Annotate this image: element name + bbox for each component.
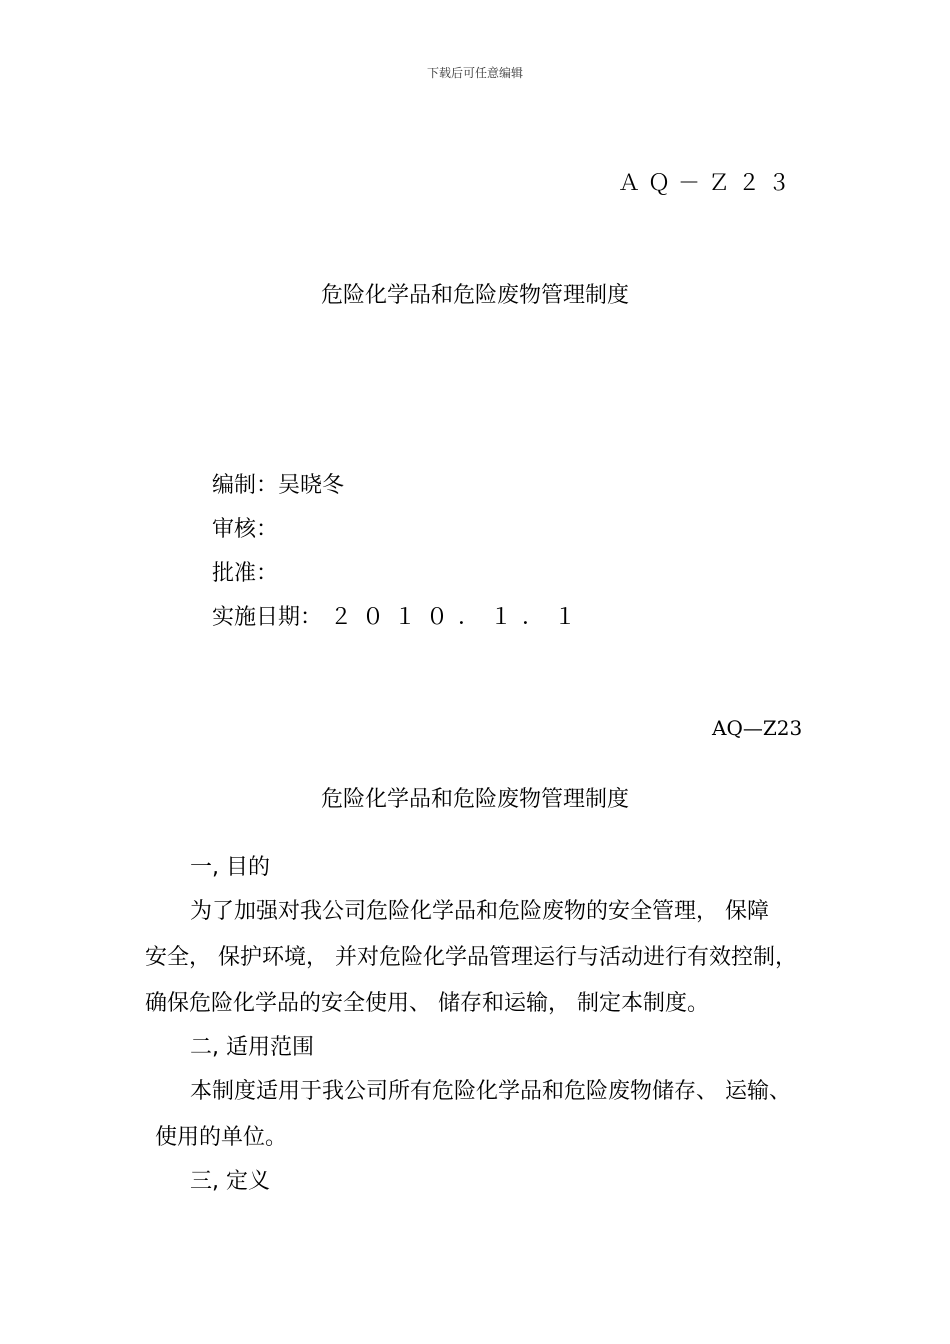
effective-date-row	[212, 600, 586, 631]
section-2-line-2: 使用的单位。	[155, 1125, 288, 1150]
section-1-line-3: 确保危险化学品的安全使用、 储存和运输， 制定本制度。	[145, 991, 709, 1016]
compiled-by-value: 吴晓冬	[278, 473, 345, 498]
effective-date-label: 实施日期：	[212, 605, 323, 630]
section-2-line-1: 本制度适用于我公司所有危险化学品和危险废物储存、 运输、	[190, 1079, 791, 1104]
section-3-heading: 三, 定义	[190, 1169, 270, 1194]
reviewed-by-row	[212, 512, 278, 543]
section-1-heading: 一, 目的	[190, 855, 270, 880]
approved-by-row	[212, 556, 278, 587]
reviewed-by-label: 审核：	[212, 517, 279, 542]
header-note: 下载后可任意编辑	[426, 66, 523, 80]
section-1-line-1: 为了加强对我公司危险化学品和危险废物的安全管理， 保障	[190, 899, 769, 924]
section-1-line-2: 安全， 保护环境， 并对危险化学品管理运行与活动进行有效控制，	[145, 945, 797, 970]
section-2-heading: 二, 适用范围	[190, 1035, 314, 1060]
cover-doc-code: ＡＱ－Ｚ２３	[618, 171, 799, 196]
cover-title: 危险化学品和危险废物管理制度	[320, 283, 629, 308]
content-title: 危险化学品和危险废物管理制度	[320, 787, 629, 812]
compiled-by-row	[212, 468, 344, 499]
effective-date-value: ２０１０．１．１	[330, 605, 587, 630]
approved-by-label: 批准：	[212, 561, 279, 586]
content-doc-code: AQ—Z23	[712, 716, 803, 740]
compiled-by-label: 编制：	[212, 473, 279, 498]
